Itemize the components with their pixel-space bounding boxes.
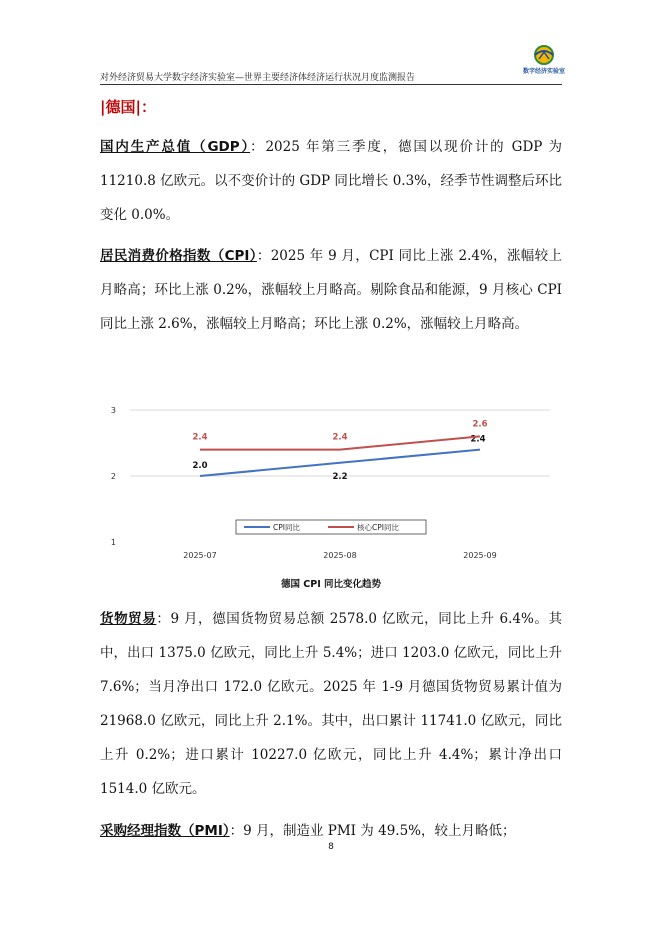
data-label: 2.4 (332, 432, 348, 443)
section-title: |德国|： (100, 98, 156, 116)
pmi-term: 采购经理指数（PMI） (100, 823, 230, 839)
legend-label-cpi: CPI同比 (273, 523, 300, 532)
pmi-text: ：9 月，制造业 PMI 为 49.5%，较上月略低； (229, 823, 516, 839)
gdp-term: 国内生产总值（GDP） (100, 139, 251, 155)
data-label: 2.0 (192, 461, 208, 471)
trade-paragraph (100, 602, 562, 806)
report-header: 对外经济贸易大学数字经济实验室—世界主要经济体经济运行状况月度监测报告 (100, 73, 416, 83)
chart-title: 德国 CPI 同比变化趋势 (280, 579, 382, 590)
y-tick-label: 1 (110, 538, 116, 547)
data-label: 2.4 (470, 434, 486, 445)
gdp-paragraph (100, 130, 562, 232)
cpi-term: 居民消费价格指数（CPI） (100, 248, 257, 264)
x-tick-label: 2025-09 (463, 551, 497, 560)
legend-label-core-cpi: 核心CPI同比 (357, 523, 399, 532)
y-tick-label: 2 (110, 472, 116, 481)
page-number: 8 (328, 842, 334, 852)
gdp-text: ：2025 年第三季度，德国以现价计的 GDP 为 11210.8 亿欧元。以不变价计的 GDP 同比增长 0.3%，经季节性调整后环比变化 0.0%。 (100, 139, 563, 223)
x-tick-label: 2025-08 (323, 551, 357, 560)
data-label: 2.4 (192, 432, 208, 443)
cpi-paragraph (100, 239, 562, 341)
cpi-text: ：2025 年 9 月，CPI 同比上涨 2.4%，涨幅较上月略高；环比上涨 0.2%，涨幅较上月略高。剔除食品和能源，9 月核心 CPI 同比上涨 2.6%，涨幅较上月略高；环比上涨 0.2%，涨幅较上月略高。 (100, 248, 562, 332)
x-tick-label: 2025-07 (183, 551, 217, 560)
header-divider (100, 84, 562, 85)
lab-logo-text: 数字经济实验室 (522, 68, 565, 75)
y-tick-label: 3 (110, 406, 116, 415)
data-label: 2.6 (472, 419, 488, 430)
trade-text: ：9 月，德国货物贸易总额 2578.0 亿欧元，同比上升 6.4%。其中，出口 1375.0 亿欧元，同比上升 5.4%；进口 1203.0 亿欧元，同比上升 7.6%；当月净出口 172.0 亿欧元。2025 年 1-9 月德国货物贸易累计值为 21968.0 亿欧元，同比上升 2.1%。其中，出口累计 11741.0 亿欧元，同比上升 0.2%；进口累计 10227.0 亿欧元，同比上升 4.4%；累计净出口 1514.0 亿欧元。 (100, 611, 562, 797)
data-label: 2.2 (332, 471, 348, 482)
lab-logo-icon (531, 44, 557, 66)
trade-term: 货物贸易 (100, 611, 157, 627)
cpi-line-chart (100, 396, 562, 568)
